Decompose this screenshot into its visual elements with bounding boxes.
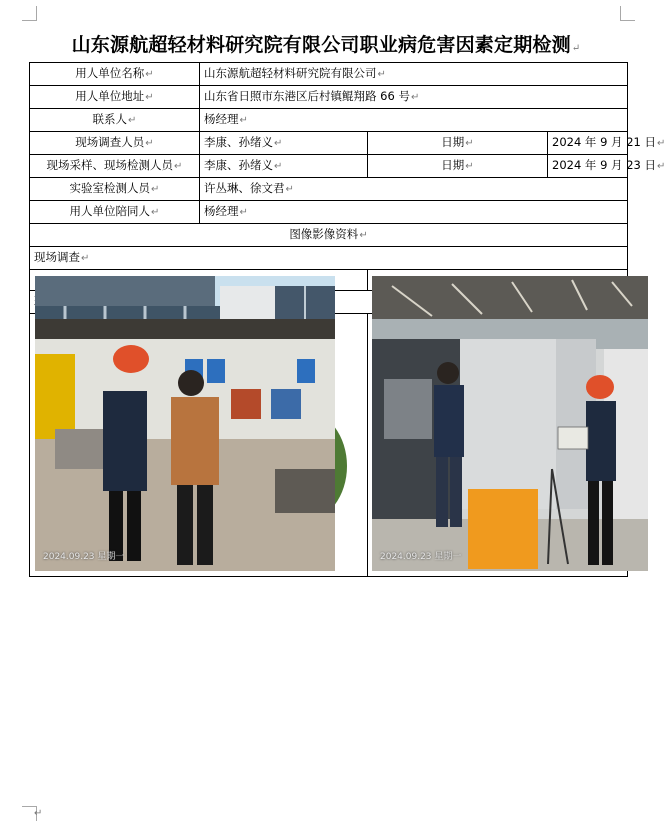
photo-cell xyxy=(30,314,368,577)
table-row xyxy=(30,224,628,247)
photo-sampling-workers xyxy=(35,319,335,571)
survey-staff-label: 现场调查人员↵ xyxy=(30,132,200,155)
sampling-staff-label: 现场采样、现场检测人员↵ xyxy=(30,155,200,178)
photo-date-stamp: 2024.09.23 星期一 xyxy=(43,552,125,562)
accompany-value: 杨经理↵ xyxy=(200,201,628,224)
sampling-date-label: 日期↵ xyxy=(368,155,548,178)
paragraph-mark-end: ↵ xyxy=(34,808,43,819)
photo-date-stamp: 2024.09.23 星期一 xyxy=(380,552,462,562)
corner-mark-top-left xyxy=(22,6,37,21)
title-text: 山东源航超轻材料研究院有限公司职业病危害因素定期检测 xyxy=(71,34,571,56)
table-row xyxy=(30,109,628,132)
table-row xyxy=(30,314,628,577)
record-table xyxy=(29,62,665,577)
machine-sampling-illustration xyxy=(372,319,648,571)
table-row xyxy=(30,201,628,224)
corner-mark-top-right xyxy=(620,6,635,21)
table-row xyxy=(30,270,628,291)
photo-machine-sampling xyxy=(372,319,648,571)
employer-address-value: 山东省日照市东港区后村镇鲲翔路 66 号↵ xyxy=(200,86,628,109)
lab-staff-value: 许丛琳、徐文君↵ xyxy=(200,178,628,201)
accompany-label: 用人单位陪同人↵ xyxy=(30,201,200,224)
table-row xyxy=(30,247,628,270)
table-row xyxy=(30,63,628,86)
employer-address-label: 用人单位地址↵ xyxy=(30,86,200,109)
survey-staff-value: 李康、孙绪义↵ xyxy=(200,132,368,155)
table-row xyxy=(30,178,628,201)
section-survey-heading: 现场调查↵ xyxy=(30,247,628,270)
table-row xyxy=(30,155,628,178)
paragraph-mark: ↵ xyxy=(571,43,581,54)
images-header: 图像影像资料↵ xyxy=(30,224,628,247)
survey-date-label: 日期↵ xyxy=(368,132,548,155)
contact-label: 联系人↵ xyxy=(30,109,200,132)
photo-cell xyxy=(30,270,368,291)
contact-value: 杨经理↵ xyxy=(200,109,628,132)
lab-staff-label: 实验室检测人员↵ xyxy=(30,178,200,201)
sampling-staff-value: 李康、孙绪义↵ xyxy=(200,155,368,178)
survey-date-value: 2024 年 9 月 21 日↵ xyxy=(548,132,628,155)
table-row xyxy=(30,132,628,155)
photo-cell xyxy=(368,270,628,291)
employer-name-label: 用人单位名称↵ xyxy=(30,63,200,86)
employer-name-value: 山东源航超轻材料研究院有限公司↵ xyxy=(200,63,628,86)
photo-cell xyxy=(368,314,628,577)
sampling-workers-illustration xyxy=(35,319,335,571)
document-title xyxy=(0,30,652,57)
table-row xyxy=(30,86,628,109)
sampling-date-value: 2024 年 9 月 23 日↵ xyxy=(548,155,628,178)
